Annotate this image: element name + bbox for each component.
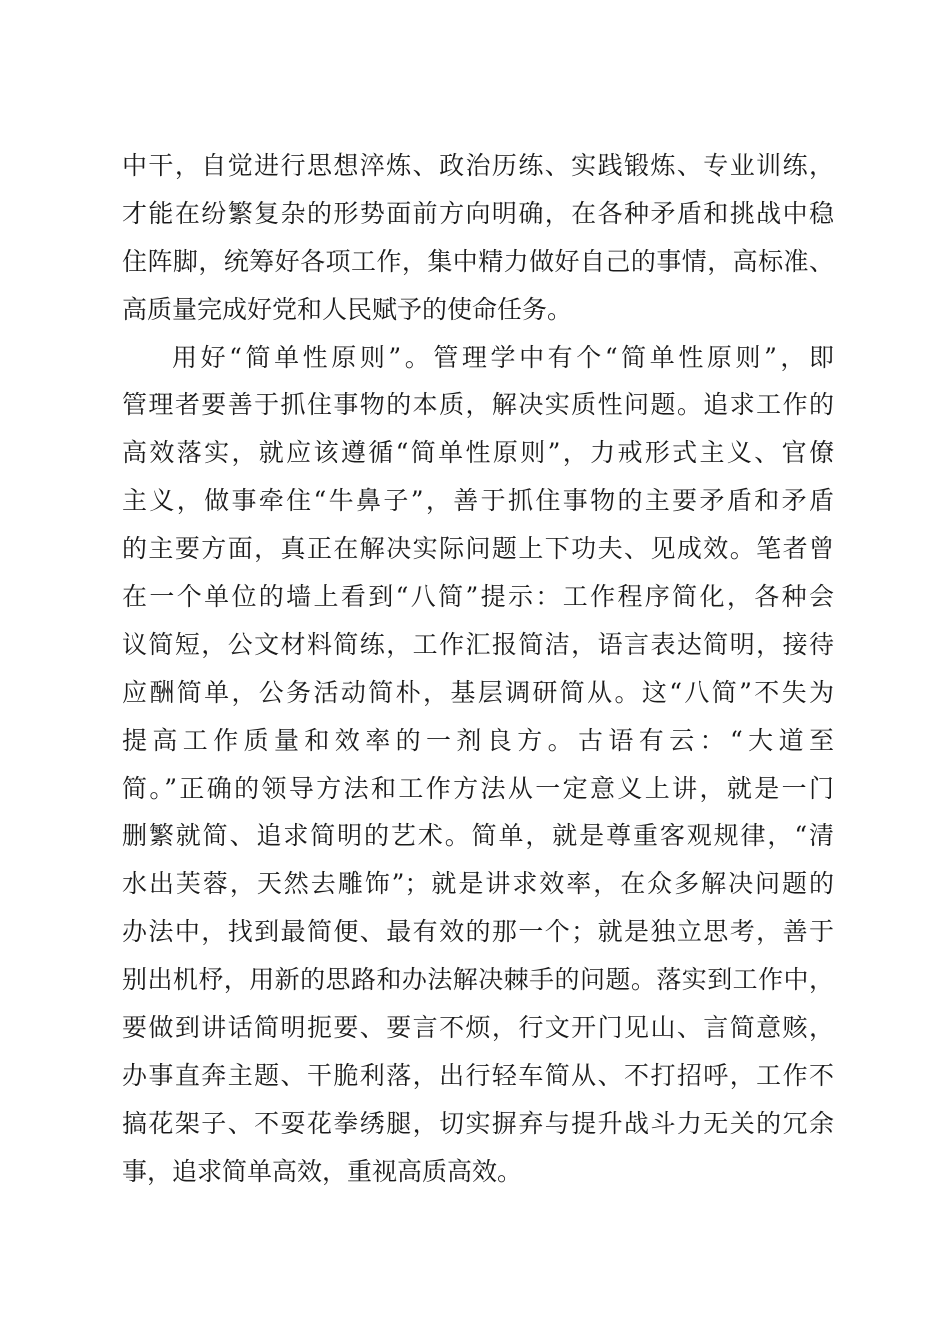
paragraph-1-line: 高质量完成好党和人民赋予的使命任务。 <box>122 294 573 324</box>
paragraph-2-line: 在一个单位的墙上看到“八简”提示：工作程序简化，各种会 <box>122 582 834 612</box>
paragraph-1-line: 才能在纷繁复杂的形势面前方向明确，在各种矛盾和挑战中稳 <box>122 198 834 228</box>
paragraph-2-line: 用好“简单性原则”。管理学中有个“简单性原则”，即 <box>172 342 834 372</box>
paragraph-2-line: 办法中，找到最简便、最有效的那一个；就是独立思考，善于 <box>122 917 834 947</box>
paragraph-2-line: 管理者要善于抓住事物的本质，解决实质性问题。追求工作的 <box>122 390 834 420</box>
paragraph-2-line: 事，追求简单高效，重视高质高效。 <box>122 1156 523 1186</box>
paragraph-2-line: 搞花架子、不耍花拳绣腿，切实摒弃与提升战斗力无关的冗余 <box>122 1108 834 1138</box>
paragraph-2-line: 的主要方面，真正在解决实际问题上下功夫、见成效。笔者曾 <box>122 534 834 564</box>
paragraph-2-line: 删繁就简、追求简明的艺术。简单，就是尊重客观规律，“清 <box>122 821 834 851</box>
paragraph-2-line: 办事直奔主题、干脆利落，出行轻车简从、不打招呼，工作不 <box>122 1060 834 1090</box>
paragraph-1-line: 中干，自觉进行思想淬炼、政治历练、实践锻炼、专业训练， <box>122 151 834 180</box>
paragraph-2-line: 主义，做事牵住“牛鼻子”，善于抓住事物的主要矛盾和矛盾 <box>122 486 834 516</box>
body-text <box>122 142 834 1196</box>
paragraph-2-line: 提高工作质量和效率的一剂良方。古语有云：“大道至 <box>122 725 834 755</box>
paragraph-2-line: 水出芙蓉，天然去雕饰”；就是讲求效率，在众多解决问题的 <box>122 869 834 899</box>
paragraph-2-line: 高效落实，就应该遵循“简单性原则”，力戒形式主义、官僚 <box>122 438 834 468</box>
paragraph-2-line: 要做到讲话简明扼要、要言不烦，行文开门见山、言简意赅， <box>122 1013 834 1043</box>
paragraph-2-line: 别出机杼，用新的思路和办法解决棘手的问题。落实到工作中， <box>122 965 834 995</box>
paragraph-2-line: 应酬简单，公务活动简朴，基层调研简从。这“八简”不失为 <box>122 677 834 707</box>
paragraph-2-line: 议简短，公文材料简练，工作汇报简洁，语言表达简明，接待 <box>122 629 834 659</box>
paragraph-1-line: 住阵脚，统筹好各项工作，集中精力做好自己的事情，高标准、 <box>122 246 834 276</box>
paragraph-2-line: 简。”正确的领导方法和工作方法从一定意义上讲，就是一门 <box>122 773 834 803</box>
